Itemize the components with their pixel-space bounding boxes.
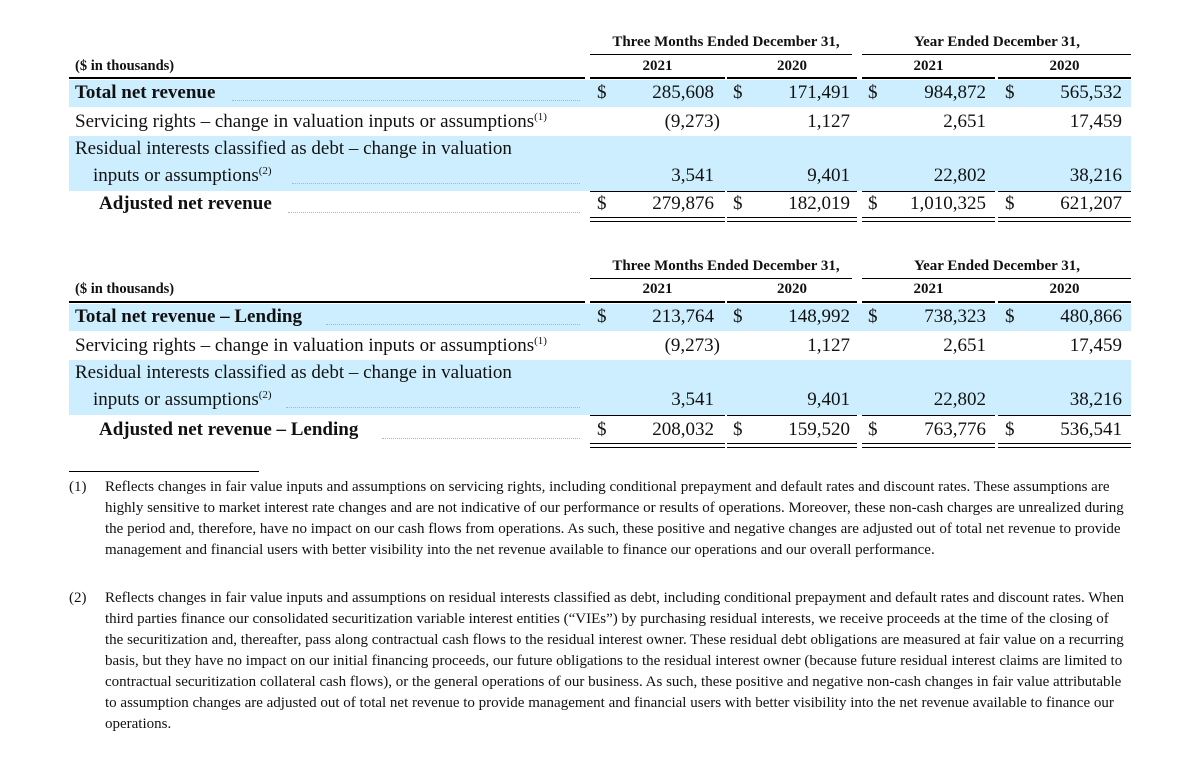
footnote-marker: (1) bbox=[69, 479, 87, 495]
footnote-1 bbox=[69, 477, 1129, 561]
currency-symbol: $ bbox=[868, 306, 878, 327]
table-cell: 38,216 bbox=[1069, 165, 1122, 186]
row-label-total-net-revenue-lending: Total net revenue – Lending bbox=[75, 306, 302, 327]
table-cell: 2,651 bbox=[943, 111, 986, 132]
year-header: 2021 bbox=[642, 58, 673, 74]
table-cell: 9,401 bbox=[807, 389, 850, 410]
table-cell: 213,764 bbox=[652, 306, 714, 327]
unit-label: ($ in thousands) bbox=[75, 281, 175, 297]
currency-symbol: $ bbox=[597, 306, 607, 327]
row-label-servicing-rights: Servicing rights – change in valuation inputs or assumptions$^{(1)}$ bbox=[75, 335, 547, 356]
currency-symbol: $ bbox=[1005, 82, 1015, 103]
table-cell: 1,127 bbox=[807, 335, 850, 356]
row-label-residual-interests-cont: inputs or assumptions$^{(2)}$ bbox=[93, 165, 272, 186]
table-cell: 148,992 bbox=[788, 306, 850, 327]
currency-symbol: $ bbox=[733, 306, 743, 327]
year-header: 2020 bbox=[777, 58, 807, 74]
table-cell: 171,491 bbox=[788, 82, 850, 103]
row-label-adjusted-net-revenue-lending: Adjusted net revenue – Lending bbox=[99, 419, 359, 440]
row-label-adjusted-net-revenue: Adjusted net revenue bbox=[99, 193, 272, 214]
period-header-year: Year Ended December 31, bbox=[913, 258, 1081, 274]
currency-symbol: $ bbox=[1005, 306, 1015, 327]
footnote-marker: (2) bbox=[69, 590, 87, 606]
period-header-three-months: Three Months Ended December 31, bbox=[612, 258, 840, 274]
year-header: 2020 bbox=[1049, 58, 1080, 74]
currency-symbol: $ bbox=[868, 82, 878, 103]
footnote-text: Reflects changes in fair value inputs and assumptions on servicing rights, including conditional prepayment and default rates and discount rates. These assumptions are highly sensitive to market interest rate changes and are not indicative of our performance or results of operations. Moreover, these non-cash charges are unrealized during the period and, therefore, have no impact on our cash flows from operations. As such, these positive and negative changes are adjusted out of total net revenue to provide management and financial users with better visibility into the net revenue available to finance our operations and our overall performance. bbox=[105, 479, 1124, 558]
table-cell: 279,876 bbox=[652, 193, 714, 214]
currency-symbol: $ bbox=[597, 419, 607, 440]
year-header: 2021 bbox=[913, 281, 944, 297]
currency-symbol: $ bbox=[733, 419, 743, 440]
table-cell: 1,127 bbox=[807, 111, 850, 132]
currency-symbol: $ bbox=[868, 419, 878, 440]
table-cell: 565,532 bbox=[1060, 82, 1122, 103]
row-label-total-net-revenue: Total net revenue bbox=[75, 82, 216, 103]
year-header: 2020 bbox=[1049, 281, 1080, 297]
currency-symbol: $ bbox=[597, 193, 607, 214]
currency-symbol: $ bbox=[868, 193, 878, 214]
currency-symbol: $ bbox=[1005, 419, 1015, 440]
table-cell: 738,323 bbox=[924, 306, 986, 327]
currency-symbol: $ bbox=[1005, 193, 1015, 214]
table-cell: 984,872 bbox=[924, 82, 986, 103]
table-cell: 22,802 bbox=[933, 165, 986, 186]
period-header-year: Year Ended December 31, bbox=[913, 34, 1081, 50]
table-cell: 38,216 bbox=[1069, 389, 1122, 410]
table-cell: 1,010,325 bbox=[910, 193, 986, 214]
row-label-residual-interests-cont: inputs or assumptions$^{(2)}$ bbox=[93, 389, 272, 410]
table-cell: 159,520 bbox=[788, 419, 850, 440]
table-cell: 3,541 bbox=[671, 165, 714, 186]
table-cell: 22,802 bbox=[933, 389, 986, 410]
currency-symbol: $ bbox=[733, 82, 743, 103]
year-header: 2021 bbox=[642, 281, 673, 297]
table-cell: 208,032 bbox=[652, 419, 714, 440]
table-cell: (9,273) bbox=[664, 335, 720, 356]
table-cell: 2,651 bbox=[943, 335, 986, 356]
row-label-residual-interests: Residual interests classified as debt – change in valuation bbox=[75, 138, 512, 159]
table-cell: (9,273) bbox=[664, 111, 720, 132]
period-header-three-months: Three Months Ended December 31, bbox=[612, 34, 840, 50]
unit-label: ($ in thousands) bbox=[75, 58, 175, 74]
table-cell: 536,541 bbox=[1060, 419, 1122, 440]
currency-symbol: $ bbox=[597, 82, 607, 103]
table-cell: 480,866 bbox=[1060, 306, 1122, 327]
footnote-2 bbox=[69, 588, 1129, 735]
year-header: 2020 bbox=[777, 281, 807, 297]
table-cell: 621,207 bbox=[1060, 193, 1122, 214]
table-cell: 9,401 bbox=[807, 165, 850, 186]
row-label-servicing-rights: Servicing rights – change in valuation inputs or assumptions$^{(1)}$ bbox=[75, 111, 547, 132]
year-header: 2021 bbox=[913, 58, 944, 74]
table-cell: 182,019 bbox=[788, 193, 850, 214]
table-cell: 763,776 bbox=[924, 419, 986, 440]
row-label-residual-interests: Residual interests classified as debt – change in valuation bbox=[75, 362, 512, 383]
table-cell: 17,459 bbox=[1069, 111, 1122, 132]
footnote-text: Reflects changes in fair value inputs and assumptions on residual interests classified as debt, including conditional prepayment and default rates and discount rates. When third parties finance our consolidated securitization variable interest entities (“VIEs”) by purchasing residual interests, we receive proceeds at the time of the closing of the securitization and, thereafter, pass along contractual cash flows to the residual interest owner. These residual debt obligations are measured at fair value on a recurring basis, but they have no impact on our initial financing proceeds, our future obligations to the residual interest owner (because future residual interest claims are limited to contractual securitization collateral cash flows), or the general operations of our business. As such, these positive and negative non-cash changes in fair value attributable to assumption changes are adjusted out of total net revenue to provide management and financial users with better visibility into the net revenue available to finance our operations. bbox=[105, 590, 1125, 732]
table-cell: 285,608 bbox=[652, 82, 714, 103]
table-cell: 17,459 bbox=[1069, 335, 1122, 356]
table-cell: 3,541 bbox=[671, 389, 714, 410]
footnote-divider bbox=[69, 471, 259, 472]
currency-symbol: $ bbox=[733, 193, 743, 214]
